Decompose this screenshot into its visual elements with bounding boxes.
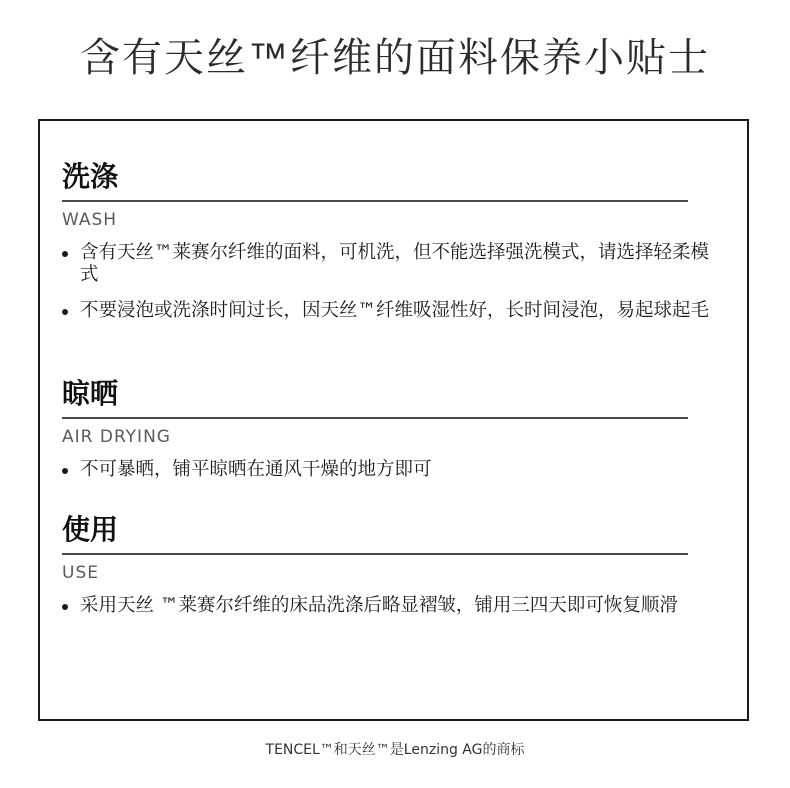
bullet-list — [62, 459, 742, 481]
bullet-icon — [62, 604, 68, 610]
section-use — [62, 513, 742, 631]
section-subheading: USE — [62, 563, 99, 583]
trademark-note: TENCEL™和天丝™是Lenzing AG的商标 — [265, 742, 525, 758]
section-heading: 使用 — [62, 513, 119, 546]
page-title: 含有天丝™纤维的面料保养小贴士 — [80, 35, 710, 81]
list-item-text: 不要浸泡或洗涤时间过长，因天丝™纤维吸湿性好，长时间浸泡，易起球起毛 — [80, 300, 710, 321]
bullet-list — [62, 242, 742, 322]
divider — [62, 417, 688, 419]
divider — [62, 553, 688, 555]
list-item — [62, 595, 710, 617]
bullet-list — [62, 595, 742, 617]
list-item — [62, 242, 710, 286]
list-item-text: 含有天丝™莱赛尔纤维的面料，可机洗，但不能选择强洗模式，请选择轻柔模式 — [80, 242, 710, 285]
list-item-text: 不可暴晒，铺平晾晒在通风干燥的地方即可 — [80, 459, 432, 480]
divider — [62, 200, 688, 202]
section-heading: 洗涤 — [62, 160, 119, 193]
bullet-icon — [62, 468, 68, 474]
bullet-icon — [62, 251, 68, 257]
section-heading: 晾晒 — [62, 377, 119, 410]
list-item — [62, 300, 710, 322]
list-item — [62, 459, 710, 481]
section-subheading: AIR DRYING — [62, 427, 171, 447]
list-item-text: 采用天丝 ™莱赛尔纤维的床品洗涤后略显褶皱，铺用三四天即可恢复顺滑 — [80, 595, 678, 616]
section-wash — [62, 160, 742, 336]
section-air-drying — [62, 377, 742, 495]
section-subheading: WASH — [62, 210, 118, 230]
bullet-icon — [62, 309, 68, 315]
